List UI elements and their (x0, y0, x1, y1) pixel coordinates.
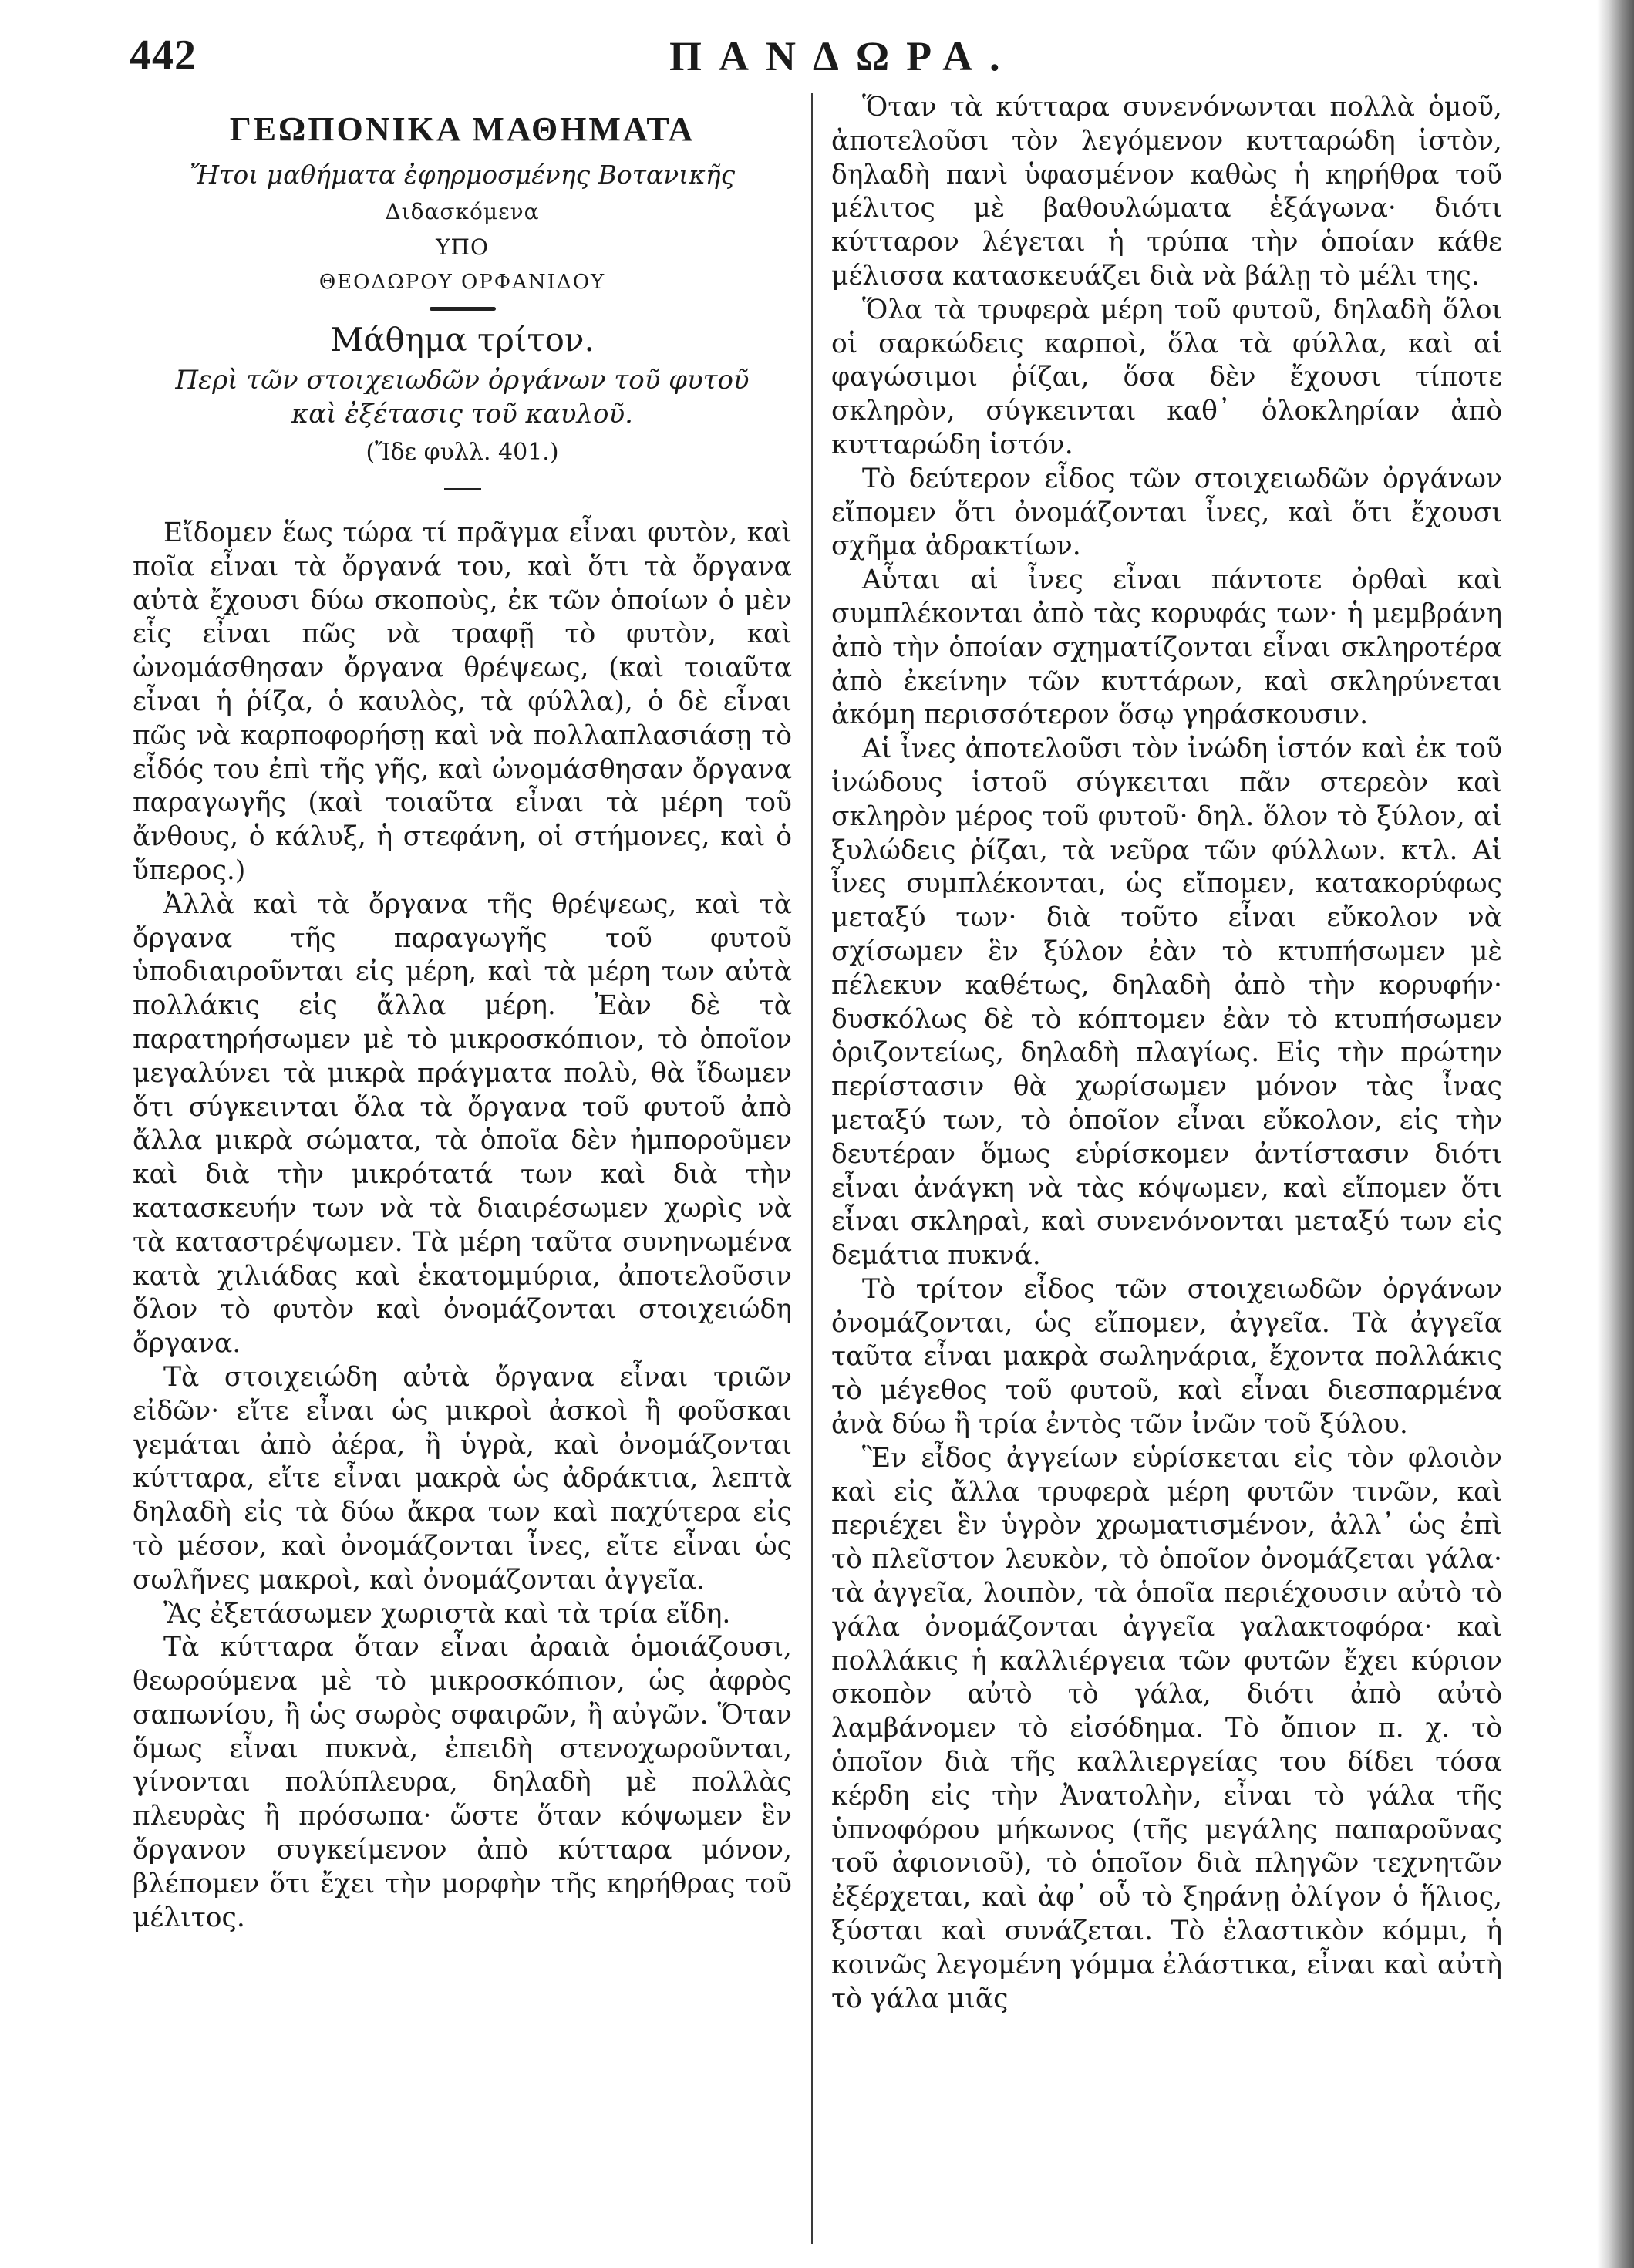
paragraph: Ὅλα τὰ τρυφερὰ μέρη τοῦ φυτοῦ, δηλαδὴ ὅλοι οἱ σαρκώδεις καρποὶ, ὅλα τὰ φύλλα, καὶ αἱ φαγώσιμοι ῥίζαι, ὅσα δὲν ἔχουσι τίποτε σκληρὸν, σύγκεινται καθ᾽ ὁλοκληρίαν ἀπὸ κυτταρώδη ἱστόν. (831, 294, 1502, 460)
paragraph: Τὸ δεύτερον εἶδος τῶν στοιχειωδῶν ὀργάνων εἴπομεν ὅτι ὀνομάζονται ἶνες, καὶ ὅτι ἔχουσι σχῆμα ἀδρακτίων. (831, 463, 1502, 562)
section-divider (444, 488, 481, 490)
paragraph: Ὅταν τὰ κύτταρα συνενόνωνται πολλὰ ὁμοῦ, ἀποτελοῦσι τὸν λεγόμενον κυτταρώδη ἱστὸν, δηλαδὴ πανὶ ὑφασμένον καθὼς ἡ κηρήθρα τοῦ μέλιτος μὲ βαθουλώματα ἑξάγωνα· διότι κύτταρον λέγεται ἡ τρύπα τὴν ὁποίαν κάθε μέλισσα κατασκευάζει διὰ νὰ βάλῃ τὸ μέλι της. (831, 92, 1502, 292)
paragraph: Ἀλλὰ καὶ τὰ ὄργανα τῆς θρέψεως, καὶ τὰ ὄργανα τῆς παραγωγῆς τοῦ φυτοῦ ὑποδιαιροῦνται εἰς μέρη, καὶ τὰ μέρη των αὐτὰ πολλάκις εἰς ἄλλα μέρη. Ἐὰν δὲ τὰ παρατηρήσωμεν μὲ τὸ μικροσκόπιον, τὸ ὁποῖον μεγαλύνει τὰ μικρὰ πράγματα πολὺ, θὰ ἴδωμεν ὅτι σύγκεινται ὅλα τὰ ὄργανα τοῦ φυτοῦ ἀπὸ ἄλλα μικρὰ σώματα, τὰ ὁποῖα δὲν ἠμποροῦμεν καὶ διὰ τὴν μικρότατά των καὶ διὰ τὴν κατασκευήν των νὰ τὰ διαιρέσωμεν χωρὶς νὰ τὰ καταστρέψωμεν. Τὰ μέρη ταῦτα συνηνωμένα κατὰ χιλιάδας καὶ ἑκατομμύρια, ἀποτελοῦσιν ὅλον τὸ φυτὸν καὶ ὀνομάζονται στοιχειώδη ὄργανα. (133, 888, 792, 1360)
lesson-subject-line-1: Περὶ τῶν στοιχειωδῶν ὀργάνων τοῦ φυτοῦ (175, 365, 750, 396)
paragraph: Εἴδομεν ἕως τώρα τί πρᾶγμα εἶναι φυτὸν, καὶ ποῖα εἶναι τὰ ὄργανά του, καὶ ὅτι τὰ ὄργανα αὐτὰ ἔχουσι δύω σκοποὺς, ἐκ τῶν ὁποίων ὁ μὲν εἷς εἶναι πῶς νὰ τραφῇ τὸ φυτὸν, καὶ ὠνομάσθησαν ὄργανα θρέψεως, (καὶ τοιαῦτα εἶναι ἡ ῥίζα, ὁ καυλὸς, τὰ φύλλα), ὁ δὲ εἶναι πῶς νὰ καρποφορήσῃ καὶ νὰ πολλαπλασιάσῃ τὸ εἶδός του ἐπὶ τῆς γῆς, καὶ ὠνομάσθησαν ὄργανα παραγωγῆς (καὶ τοιαῦτα εἶναι τὰ μέρη τοῦ ἄνθους, ὁ κάλυξ, ἡ στεφάνη, οἱ στήμονες, καὶ ὁ ὕπερος.) (133, 517, 792, 886)
running-head (130, 31, 1595, 93)
scan-binding-shadow (1597, 0, 1634, 2268)
taught-label: Διδασκόμενα (385, 199, 540, 224)
paragraph: Τὰ στοιχειώδη αὐτὰ ὄργανα εἶναι τριῶν εἰδῶν· εἴτε εἶναι ὡς μικροὶ ἀσκοὶ ἢ φοῦσκαι γεμάται ἀπὸ ἀέρα, ἢ ὑγρὰ, καὶ ὀνομάζονται κύτταρα, εἴτε εἶναι μακρὰ ὡς ἀδράκτια, λεπτὰ δηλαδὴ εἰς τὰ δύω ἄκρα των καὶ παχύτερα εἰς τὸ μέσον, καὶ ὀνομάζονται ἶνες, εἴτε εἶναι ὡς σωλῆνες μακροὶ, καὶ ὀνομάζονται ἀγγεῖα. (133, 1361, 792, 1596)
paragraph: Ἂς ἐξετάσωμεν χωριστὰ καὶ τὰ τρία εἴδη. (163, 1598, 731, 1629)
right-column (831, 91, 1502, 2016)
page-number: 442 (130, 32, 197, 79)
paragraph: Ἓν εἶδος ἀγγείων εὑρίσκεται εἰς τὸν φλοιὸν καὶ εἰς ἄλλα τρυφερὰ μέρη φυτῶν τινῶν, καὶ περιέχει ἓν ὑγρὸν χρωματισμένον, ἀλλ᾽ ὡς ἐπὶ τὸ πλεῖστον λευκὸν, τὸ ὁποῖον ὀνομάζεται γάλα· τὰ ἀγγεῖα, λοιπὸν, τὰ ὁποῖα περιέχουσιν αὐτὸ τὸ γάλα ὀνομάζονται ἀγγεῖα γαλακτοφόρα· καὶ πολλάκις ἡ καλλιέργεια τῶν φυτῶν ἔχει κύριον σκοπὸν αὐτὸ τὸ γάλα, διότι ἀπὸ αὐτὸ λαμβάνομεν τὸ εἰσόδημα. Τὸ ὄπιον π. χ. τὸ ὁποῖον διὰ τῆς καλλιεργείας του δίδει τόσα κέρδη εἰς τὴν Ἀνατολὴν, εἶναι τὸ γάλα τῆς ὑπνοφόρου μήκωνος (τῆς μεγάλης παπαροῦνας τοῦ ἀφιονιοῦ), τὸ ὁποῖον διὰ πληγῶν τεχνητῶν ἐξέρχεται, καὶ ἀφ᾽ οὗ τὸ ξηράνῃ ὀλίγον ὁ ἥλιος, ξύσται καὶ συνάζεται. Τὸ ἐλαστικὸν κόμμι, ἡ κοινῶς λεγομένη γόμμα ἐλάστικα, εἶναι καὶ αὐτὴ τὸ γάλα μιᾶς (831, 1442, 1502, 2014)
lesson-title: Μάθημα τρίτον. (330, 321, 595, 359)
journal-name: ΠΑΝΔΩΡΑ. (669, 33, 1017, 79)
paragraph: Τὸ τρίτον εἶδος τῶν στοιχειωδῶν ὀργάνων ὀνομάζονται, ὡς εἴπομεν, ἀγγεῖα. Τὰ ἀγγεῖα ταῦτα εἶναι μακρὰ σωληνάρια, ἔχοντα πολλάκις τὸ μέγεθος τοῦ φυτοῦ, καὶ εἶναι διεσπαρμένα ἀνὰ δύω ἢ τρία ἐντὸς τῶν ἰνῶν τοῦ ξύλου. (831, 1273, 1502, 1441)
column-divider (811, 93, 813, 2244)
reference-note: (Ἴδε φυλλ. 401.) (366, 439, 559, 466)
author-name: ΘΕΟΔΩΡΟΥ ΟΡΦΑΝΙΔΟΥ (318, 271, 606, 294)
article-heading (133, 108, 792, 490)
lesson-subject-line-2: καὶ ἐξέτασις τοῦ καυλοῦ. (291, 399, 633, 430)
paragraph: Αὗται αἱ ἶνες εἶναι πάντοτε ὀρθαὶ καὶ συμπλέκονται ἀπὸ τὰς κορυφάς των· ἡ μεμβράνη ἀπὸ τὴν ὁποίαν σχηματίζονται εἶναι σκληροτέρα ἀπὸ ἐκείνην τῶν κυττάρων, καὶ σκληρύνεται ἀκόμη περισσότερον ὅσῳ γηράσκουσιν. (831, 564, 1502, 731)
left-column (133, 91, 792, 1935)
ornament-divider (430, 307, 496, 311)
by-label: ΥΠΟ (436, 234, 489, 260)
paragraph: Τὰ κύτταρα ὅταν εἶναι ἀραιὰ ὁμοιάζουσι, θεωρούμενα μὲ τὸ μικροσκόπιον, ὡς ἀφρὸς σαπωνίου, ἢ ὡς σωρὸς σφαιρῶν, ἢ αὐγῶν. Ὅταν ὅμως εἶναι πυκνὰ, ἐπειδὴ στενοχωροῦνται, γίνονται πολύπλευρα, δηλαδὴ μὲ πολλὰς πλευρὰς ἢ πρόσωπα· ὥστε ὅταν κόψωμεν ἓν ὄργανον συγκείμενον ἀπὸ κύτταρα μόνον, βλέπομεν ὅτι ἔχει τὴν μορφὴν τῆς κηρήθρας τοῦ μέλιτος. (133, 1632, 792, 1933)
paragraph: Αἱ ἶνες ἀποτελοῦσι τὸν ἰνώδη ἱστόν καὶ ἐκ τοῦ ἰνώδους ἱστοῦ σύγκειται πᾶν στερεὸν καὶ σκληρὸν μέρος τοῦ φυτοῦ· δηλ. ὅλον τὸ ξύλον, αἱ ξυλώδεις ῥίζαι, τὰ νεῦρα τῶν φύλλων. κτλ. Αἱ ἶνες συμπλέκονται, ὡς εἴπομεν, κατακορύφως μεταξύ των· διὰ τοῦτο εἶναι εὔκολον νὰ σχίσωμεν ἓν ξύλον ἐὰν τὸ κτυπήσωμεν μὲ πέλεκυν καθέτως, δηλαδὴ ἀπὸ τὴν κορυφήν· δυσκόλως δὲ τὸ κόπτομεν ἐὰν τὸ κτυπήσωμεν ὁριζοντείως, δηλαδὴ πλαγίως. Εἰς τὴν πρώτην περίστασιν θὰ χωρίσωμεν μόνον τὰς ἶνας μεταξύ των, τὸ ὁποῖον εἶναι εὔκολον, εἰς τὴν δευτέραν ὅμως εὑρίσκομεν ἀντίστασιν διότι εἶναι ἀνάγκη νὰ τὰς κόψωμεν, καὶ εἴπομεν ὅτι εἶναι σκληραὶ, καὶ συνενόνονται μεταξύ των εἰς δεμάτια πυκνά. (831, 733, 1502, 1272)
article-title: ΓΕΩΠΟΝΙΚΑ ΜΑΘΗΜΑΤΑ (229, 110, 696, 148)
article-subtitle: Ἤτοι μαθήματα ἐφηρμοσμένης Βοτανικῆς (189, 160, 736, 190)
